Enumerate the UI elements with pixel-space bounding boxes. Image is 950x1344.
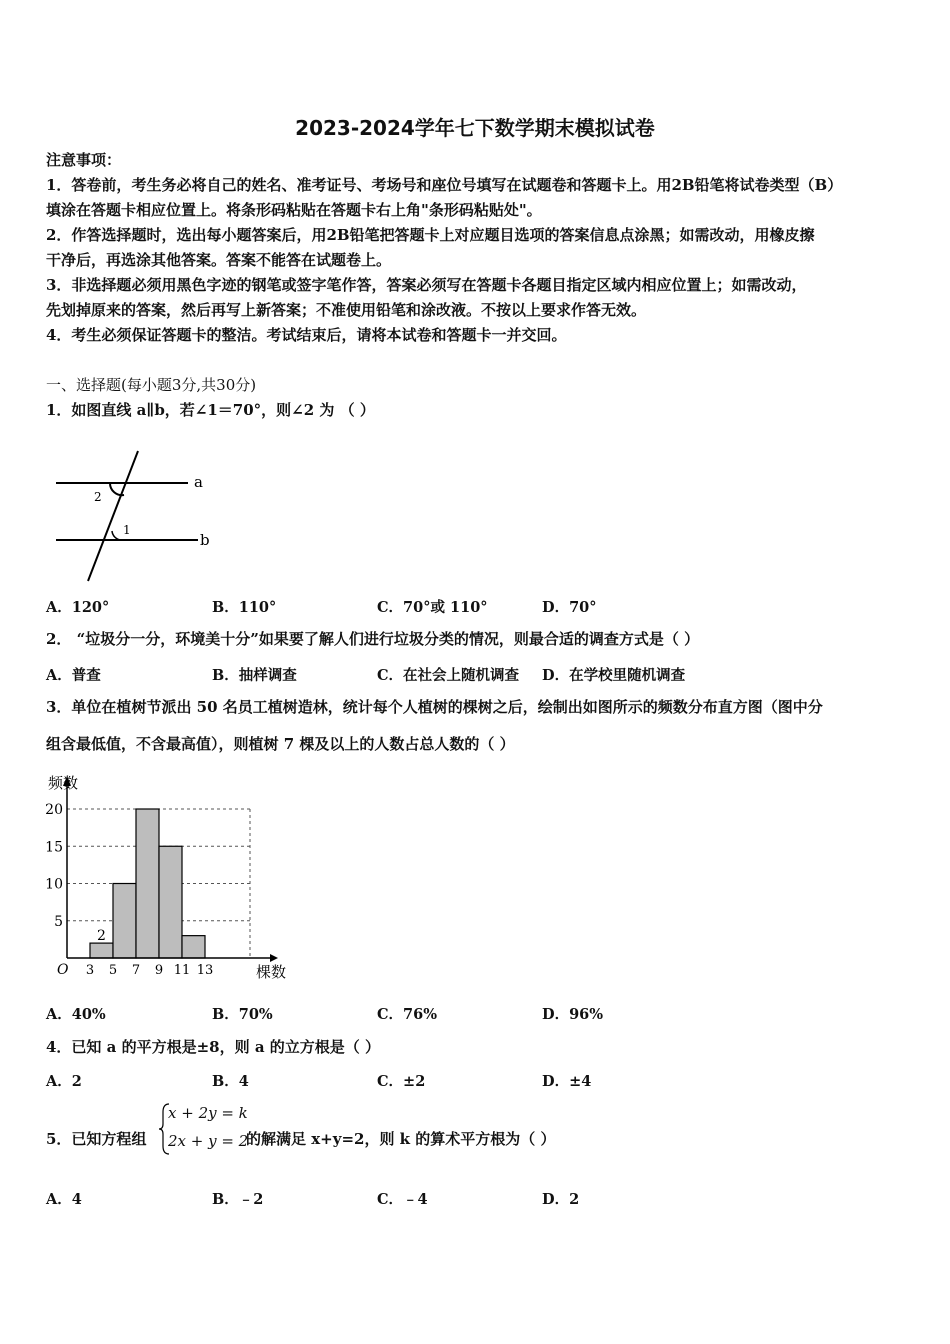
option-c: C．76%	[377, 1006, 437, 1023]
option-d: D．96%	[542, 1006, 604, 1023]
equation-system	[158, 1102, 254, 1156]
option-b: B．﹣2	[212, 1191, 264, 1208]
x-axis-arrow	[270, 954, 278, 962]
histogram-bar	[136, 809, 159, 958]
y-tick-label: 15	[45, 839, 63, 856]
question-1-text: 1．如图直线 a∥b，若∠1＝70°，则∠2 为 （ ）	[46, 401, 375, 419]
transversal-line	[88, 451, 138, 581]
option-b: B．110°	[212, 599, 277, 616]
equation-2: 2x + y = 2	[168, 1132, 249, 1150]
label-angle-1: 1	[123, 523, 131, 537]
notice-line: 4．考生必须保证答题卡的整洁。考试结束后，请将本试卷和答题卡一并交回。	[46, 326, 567, 344]
y-tick-label: 10	[45, 876, 63, 893]
question-2-text: 2． “垃圾分一分，环境美十分”如果要了解人们进行垃圾分类的情况，则最合适的调查方式是（ ）	[46, 630, 700, 648]
section-heading: 一、选择题(每小题3分,共30分)	[46, 376, 257, 394]
histogram-bar	[113, 884, 136, 959]
option-a: A．4	[46, 1191, 82, 1208]
notice-line: 填涂在答题卡相应位置上。将条形码粘贴在答题卡右上角"条形码粘贴处"。	[46, 201, 542, 219]
option-c: C．﹣4	[377, 1191, 428, 1208]
y-tick-label: 20	[45, 802, 63, 818]
option-d: D．±4	[542, 1073, 592, 1090]
label-b: b	[200, 531, 210, 549]
option-d: D．2	[542, 1191, 580, 1208]
equation-1: x + 2y = k	[168, 1104, 248, 1122]
option-c: C．70°或 110°	[377, 599, 488, 616]
notice-line: 干净后，再选涂其他答案。答案不能答在试题卷上。	[46, 251, 392, 269]
option-a: A．120°	[46, 599, 110, 616]
x-tick-label: 5	[108, 963, 118, 978]
origin-label: O	[57, 962, 69, 978]
option-b: B．抽样调查	[212, 667, 297, 684]
option-b: B．4	[212, 1073, 249, 1090]
angle-1-arc	[112, 531, 121, 540]
frequency-histogram	[40, 768, 300, 984]
x-tick-label: 7	[131, 963, 141, 978]
option-a: A．2	[46, 1073, 82, 1090]
y-tick-label: 5	[54, 913, 63, 930]
question-3-line2: 组含最低值，不含最高值），则植树 7 棵及以上的人数占总人数的（ ）	[46, 735, 515, 753]
question-5-prefix: 5．已知方程组	[46, 1130, 147, 1148]
question-4-text: 4．已知 a 的平方根是±8，则 a 的立方根是（ ）	[46, 1038, 380, 1056]
label-a: a	[194, 473, 203, 491]
option-b: B．70%	[212, 1006, 273, 1023]
option-c: C．在社会上随机调查	[377, 667, 520, 684]
notice-heading: 注意事项：	[46, 151, 122, 169]
x-tick-label: 13	[196, 963, 214, 978]
option-c: C．±2	[377, 1073, 426, 1090]
notice-line: 3．非选择题必须用黑色字迹的钢笔或签字笔作答，答案必须写在答题卡各题目指定区域内相应位置上；如需改动，	[46, 276, 807, 294]
notice-line: 2．作答选择题时，选出每小题答案后，用2B铅笔把答题卡上对应题目选项的答案信息点涂黑；如需改动，用橡皮擦	[46, 226, 815, 244]
option-d: D．70°	[542, 599, 597, 616]
option-a: A．普查	[46, 667, 101, 684]
x-axis-label: 棵数	[256, 963, 287, 981]
option-a: A．40%	[46, 1006, 106, 1023]
x-tick-label: 9	[154, 963, 164, 978]
histogram-bar	[182, 936, 205, 958]
histogram-bar	[159, 846, 182, 958]
option-d: D．在学校里随机调查	[542, 667, 686, 684]
x-tick-label: 11	[173, 963, 191, 978]
notice-line: 先划掉原来的答案，然后再写上新答案；不准使用铅笔和涂改液。不按以上要求作答无效。	[46, 301, 647, 319]
notice-line: 1．答卷前，考生务必将自己的姓名、准考证号、考场号和座位号填写在试题卷和答题卡上。用2B铅笔将试卷类型（B）	[46, 176, 843, 194]
x-tick-label: 3	[85, 963, 95, 978]
bar-data-label: 2	[97, 928, 106, 945]
histogram-bar	[90, 943, 113, 958]
label-angle-2: 2	[94, 490, 102, 504]
page-title: 2023-2024学年七下数学期末模拟试卷	[295, 116, 655, 140]
y-axis-label: 频数	[48, 774, 79, 792]
question-5-suffix: 的解满足 x+y=2，则 k 的算术平方根为（ ）	[246, 1130, 556, 1148]
question-3-line1: 3．单位在植树节派出 50 名员工植树造林，统计每个人植树的棵树之后，绘制出如图所示的频数分布直方图（图中分	[46, 698, 823, 716]
parallel-lines-figure	[50, 445, 220, 585]
